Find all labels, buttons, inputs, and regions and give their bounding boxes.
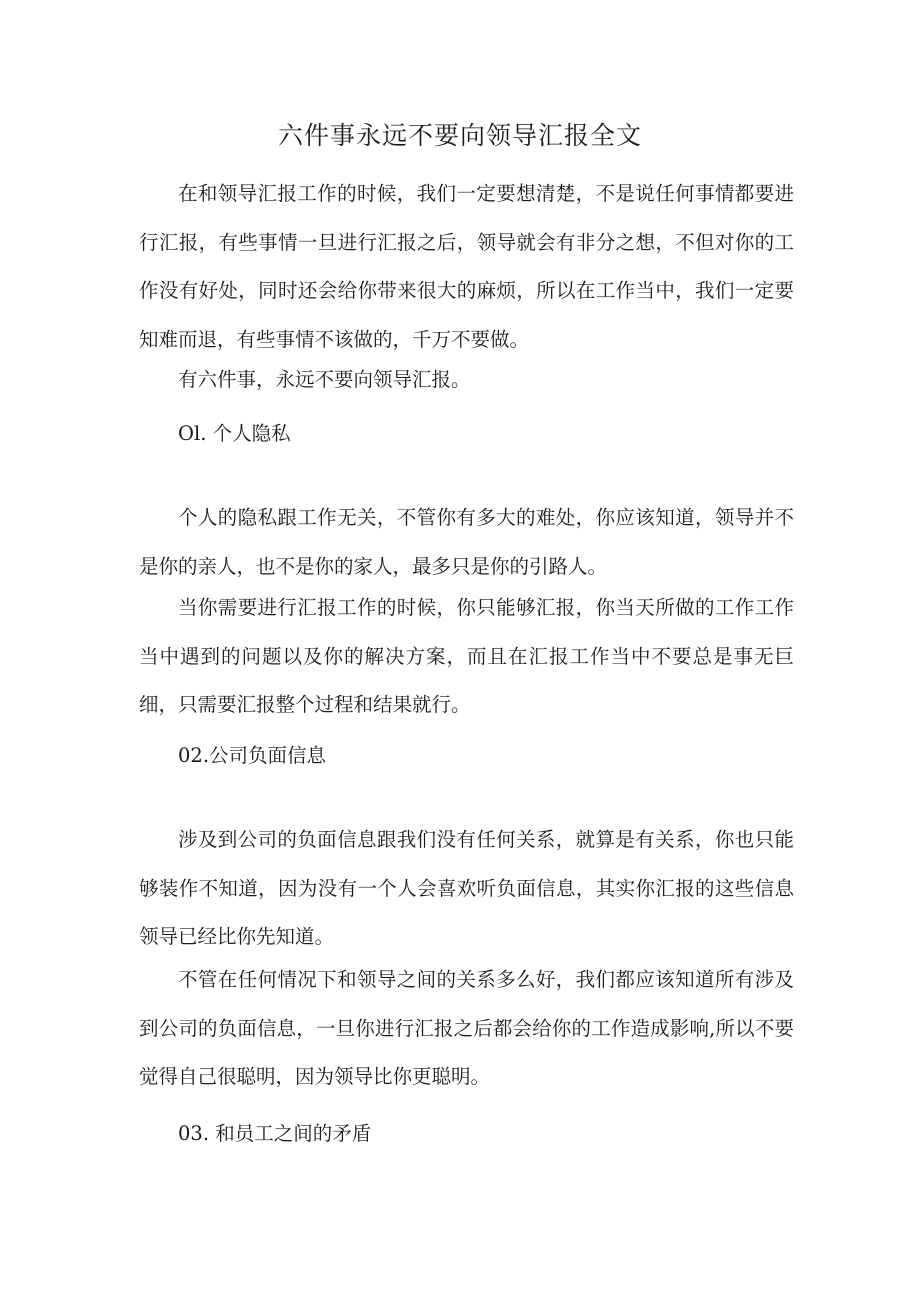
section-2-paragraph-1: 涉及到公司的负面信息跟我们没有任何关系，就算是有关系，你也只能够装作不知道，因为没有一个人会喜欢听负面信息，其实你汇报的这些信息领导已经比你先知道。 (139, 828, 794, 948)
document-title: 六件事永远不要向领导汇报全文 (277, 121, 642, 150)
section-heading-3: 03. 和员工之间的矛盾 (178, 1122, 372, 1145)
section-heading-1: Ol. 个人隐私 (178, 422, 291, 445)
intro-paragraph-1: 在和领导汇报工作的时候，我们一定要想清楚，不是说任何事情都要进行汇报，有些事情一旦进行汇报之后，领导就会有非分之想，不但对你的工作没有好处，同时还会给你带来很大的麻烦，所以在工作当中，我们一定要知难而退，有些事情不该做的，千万不要做。 (139, 182, 794, 351)
section-1-paragraph-1: 个人的隐私跟工作无关，不管你有多大的难处，你应该知道，领导并不是你的亲人，也不是你的家人，最多只是你的引路人。 (139, 506, 794, 578)
section-1-paragraph-2: 当你需要进行汇报工作的时候，你只能够汇报，你当天所做的工作工作当中遇到的问题以及你的解决方案，而且在汇报工作当中不要总是事无巨细，只需要汇报整个过程和结果就行。 (139, 596, 794, 716)
section-2-paragraph-2: 不管在任何情况下和领导之间的关系多么好，我们都应该知道所有涉及到公司的负面信息，一旦你进行汇报之后都会给你的工作造成影响,所以不要觉得自己很聪明，因为领导比你更聪明。 (139, 968, 794, 1088)
intro-paragraph-2: 有六件事，永远不要向领导汇报。 (178, 368, 471, 391)
section-heading-2: 02.公司负面信息 (178, 744, 327, 767)
